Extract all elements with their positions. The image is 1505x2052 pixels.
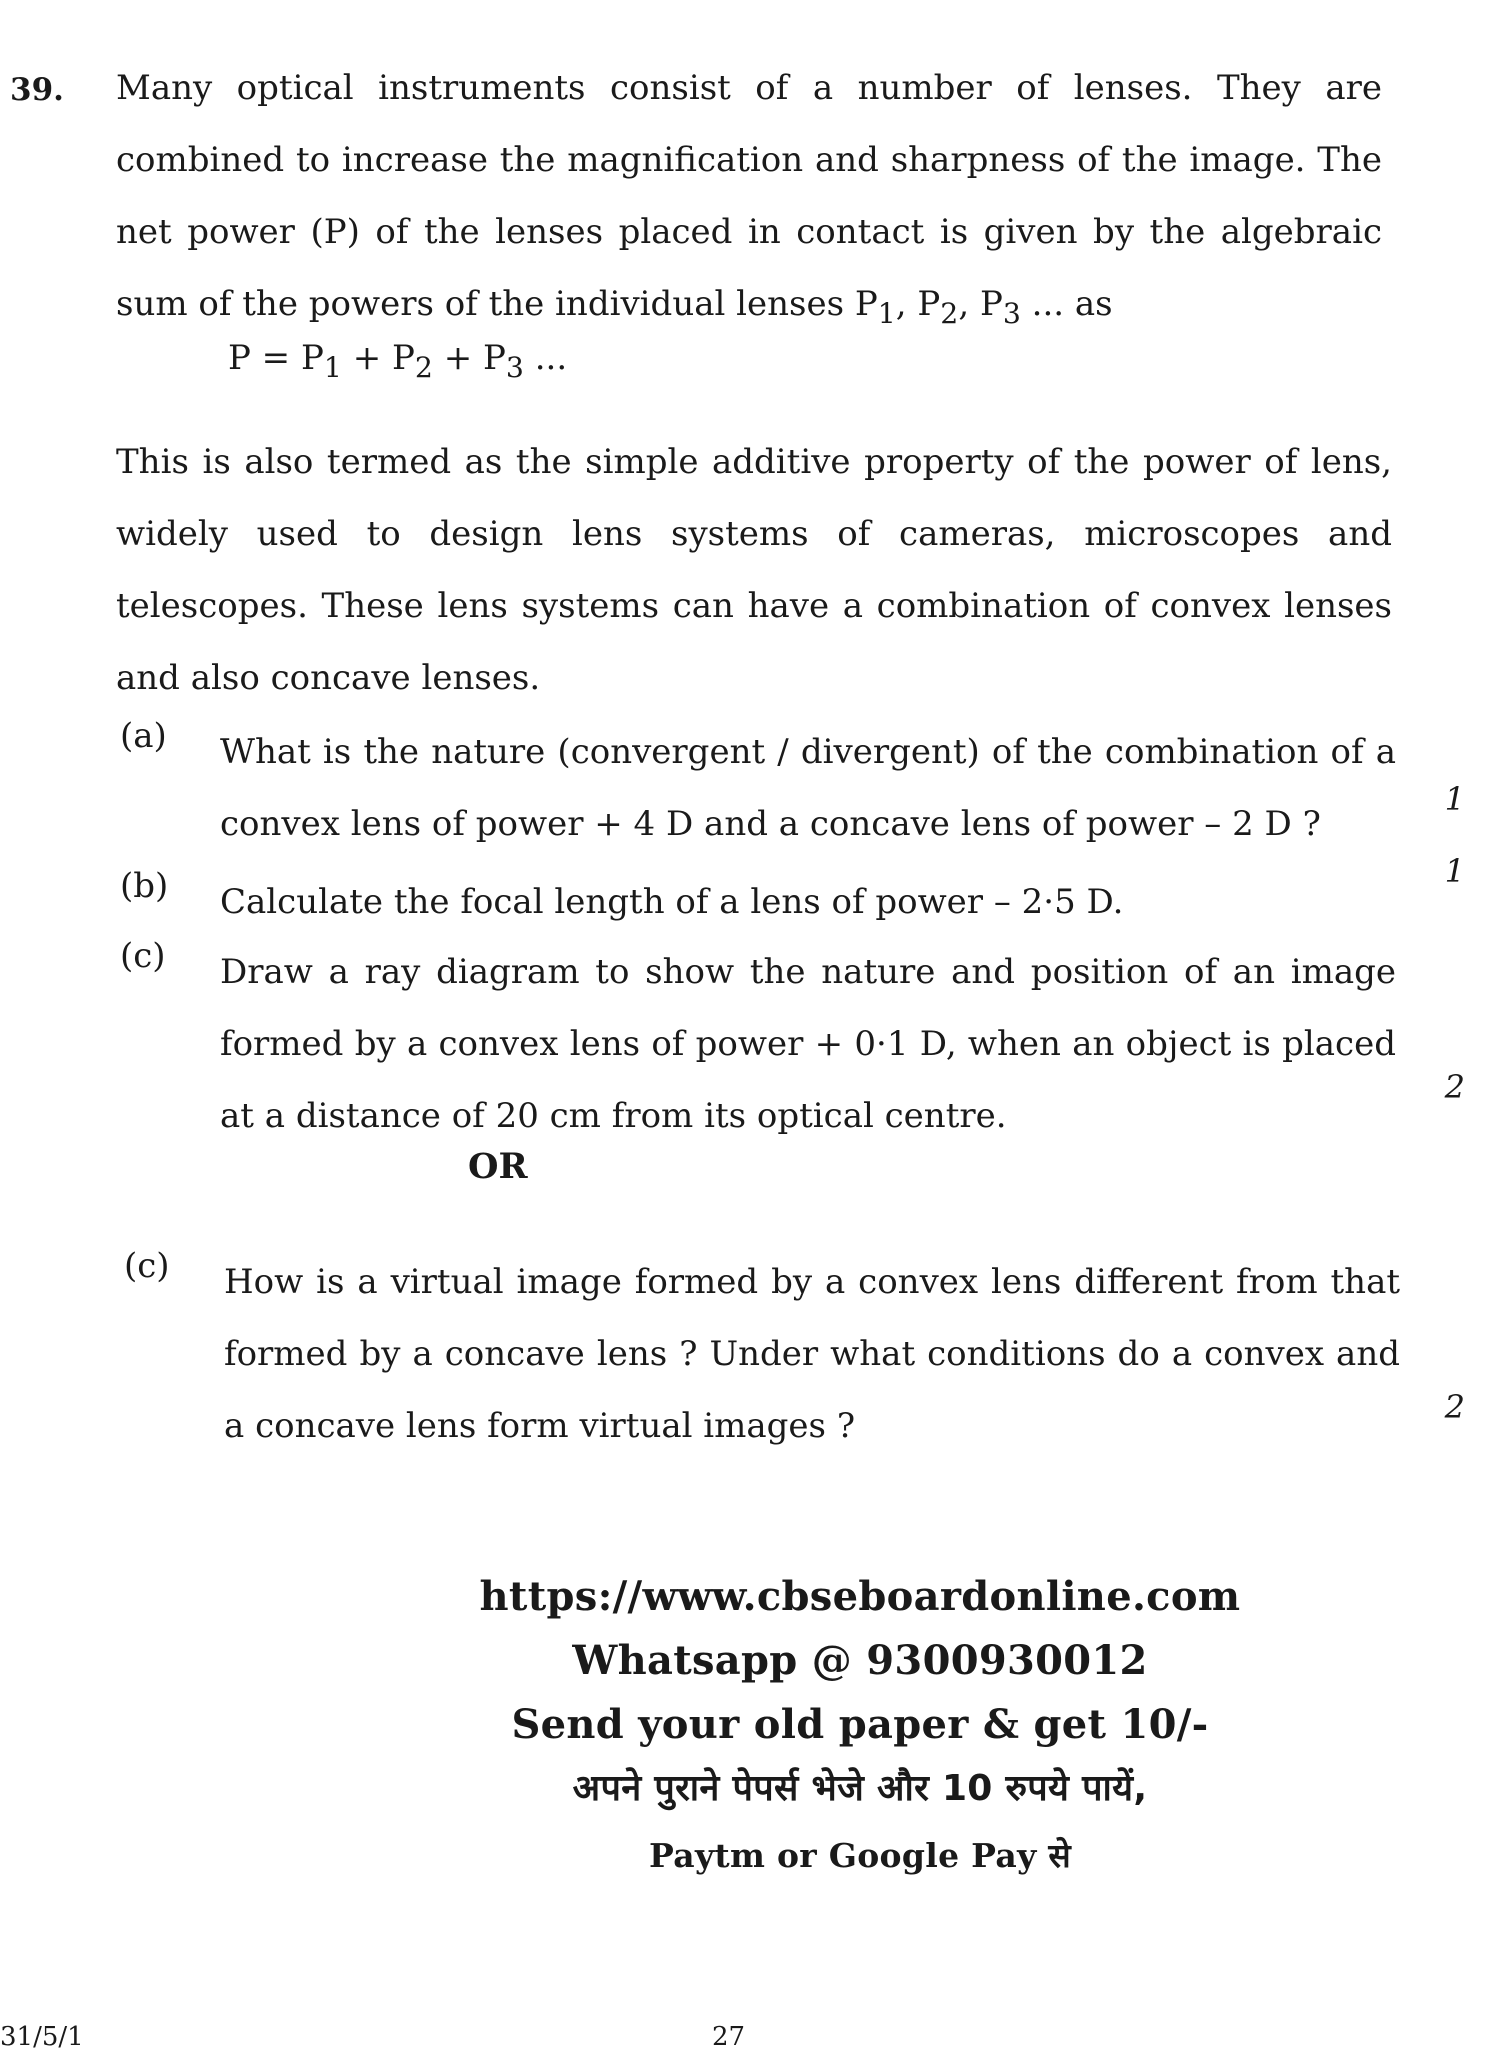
intro-text: , P [895, 284, 941, 324]
formula-text: P = P [228, 338, 324, 378]
subpart-text: What is the nature (convergent / divergent) of the combination of a convex lens of power + 4 D and a concave lens of power – 2 D ? [220, 732, 1396, 844]
or-divider: OR [468, 1146, 528, 1187]
formula-text: + P [341, 338, 415, 378]
formula-subscript-1: 1 [323, 350, 342, 384]
power-formula [228, 338, 567, 384]
formula-subscript-2: 2 [414, 350, 433, 384]
marks-c: 2 [1444, 1068, 1465, 1106]
subpart-label: (b) [120, 866, 169, 906]
website-url[interactable]: https://www.cbseboardonline.com [479, 1573, 1241, 1620]
marks-b: 1 [1444, 852, 1465, 890]
intro-text: Many optical instruments consist of a number of lenses. They are combined to increase the magnification and sharpness of the image. The net power (P) of the lenses placed in contact is given by the algebraic sum of the powers of the individual lenses P [116, 68, 1382, 324]
subpart-label: (a) [120, 716, 167, 756]
whatsapp-contact: Whatsapp @ 9300930012 [572, 1637, 1148, 1684]
subscript-3: 3 [1002, 296, 1021, 330]
formula-subscript-3: 3 [505, 350, 524, 384]
formula-text: + P [432, 338, 506, 378]
intro-text: , P [958, 284, 1003, 324]
formula-text: ... [523, 338, 568, 378]
subpart-label: (c) [120, 936, 166, 976]
question-paragraph: This is also termed as the simple additive property of the power of lens, widely used to design lens systems of cameras, microscopes and telescopes. These lens systems can have a combination of convex lenses and also concave lenses. [116, 442, 1392, 698]
paper-code: 31/5/1 [0, 2022, 84, 2052]
payment-text: Paytm or Google Pay से [649, 1836, 1071, 1875]
promo-footer [400, 1565, 1320, 1891]
page-number: 27 [712, 2022, 746, 2052]
subpart-text: How is a virtual image formed by a convex lens different from that formed by a concave lens ? Under what conditions do a convex and a concave lens form virtual images ? [224, 1262, 1400, 1446]
subscript-2: 2 [940, 296, 959, 330]
subpart-text: Draw a ray diagram to show the nature and position of an image formed by a convex lens of power + 0·1 D, when an object is placed at a distance of 20 cm from its optical centre. [220, 952, 1396, 1136]
question-intro [116, 52, 1382, 350]
marks-a: 1 [1444, 780, 1465, 818]
intro-text: ... as [1020, 284, 1113, 324]
marks-c-alternate: 2 [1444, 1388, 1465, 1426]
offer-text: Send your old paper & get 10/- [511, 1701, 1209, 1748]
question-number: 39. [10, 72, 64, 108]
subpart-text: Calculate the focal length of a lens of power – 2·5 D. [220, 882, 1124, 922]
subscript-1: 1 [877, 296, 896, 330]
hindi-offer-text: अपने पुराने पेपर्स भेजे और 10 रुपये पायें, [572, 1768, 1148, 1809]
subpart-label: (c) [124, 1246, 170, 1286]
